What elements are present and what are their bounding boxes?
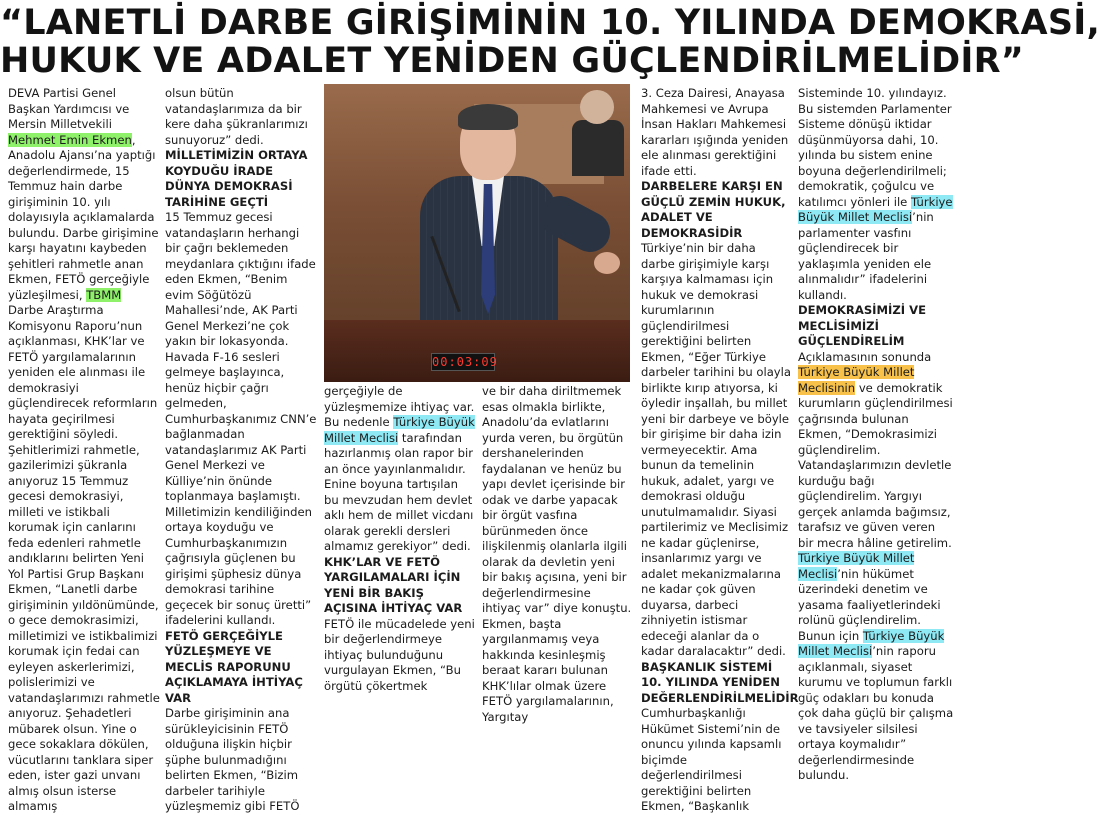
photo-speaker-hair bbox=[458, 104, 518, 130]
speaker-photo bbox=[324, 84, 630, 382]
paragraph: Sisteminde 10. yılındayız. Bu sistemden Parlamenter Sisteme dönüşü iktidar düşünmüyorsa dahi, 10. yılında bu sistem enine boyuna değerlendirilmeli; demokratik, çoğulcu ve katılımcı yönleri ile Türkiye Büyük Millet Meclisi’nin parlamenter vasfını güçlendirecek bir yaklaşımla yeniden ele alınmalıdır” ifadelerini kullandı. bbox=[798, 86, 953, 302]
podium-timer-display: 00:03:09 bbox=[432, 355, 498, 369]
paragraph: Darbe girişiminin ana sürükleyicisinin FETÖ olduğuna ilişkin hiçbir şüphe bulunmadığını belirten Ekmen, “Bizim darbeler tarihiyle yüzleşmemiz gibi FETÖ bbox=[165, 706, 300, 813]
article-column-5 bbox=[641, 86, 799, 813]
headline-line-1: “LANETLİ DARBE GİRİŞİMİNİN 10. YILINDA DEMOKRASİ, bbox=[0, 3, 1100, 43]
subheading: MİLLETİMİZİN ORTAYA KOYDUĞU İRADE DÜNYA DEMOKRASİ TARİHİNE GEÇTİ bbox=[165, 148, 308, 209]
highlight-person-name: Mehmet Emin Ekmen bbox=[8, 132, 132, 147]
paragraph: Açıklamasının sonunda Türkiye Büyük Millet Meclisinin ve demokratik kurumların güçlendirilmesi çağrısında bulunan Ekmen, “Demokrasimizi güçlendirelim. Vatandaşlarımızın devletle kurduğu bağı güçlendirelim. Yargıyı gerçek anlamda bağımsız, tarafsız ve güven veren bir mecra hâline getirelim. Türkiye Büyük Millet Meclisi’nin hükümet üzerindeki denetim ve yasama faaliyetlerindeki rolünü güçlendirelim. Bunun için Türkiye Büyük Millet Meclisi’nin raporu açıklanmalı, siyaset kurumu ve toplumun farklı güç odakları bu konuda çok daha güçlü bir çalışma ve tavsiyeler silsilesi ortaya koymalıdır” değerlendirmesinde bulundu. bbox=[798, 349, 954, 782]
paragraph: gerçeğiyle de yüzleşmemize ihtiyaç var. Bu nedenle Türkiye Büyük Millet Meclisi tarafından hazırlanmış olan rapor bir an önce yayınlanmalıdır. Enine boyuna tartışılan bu mevzudan hem devlet aklı hem de millet vicdanı olarak gerekli dersleri almamız gerekiyor” dedi. bbox=[324, 384, 475, 553]
subheading: FETÖ GERÇEĞİYLE YÜZLEŞMEYE VE MECLİS RAPORUNU AÇIKLAMAYA İHTİYAÇ VAR bbox=[165, 628, 303, 705]
paragraph: FETÖ ile mücadelede yeni bir değerlendirmeye ihtiyaç bulunduğunu vurgulayan Ekmen, “Bu örgütü çökertmek bbox=[324, 616, 475, 693]
paragraph: olsun bütün vatandaşlarımıza da bir kere daha şükranlarımızı sunuyoruz” dedi. bbox=[165, 86, 308, 147]
subheading: DEMOKRASİMİZİ VE MECLİSİMİZİ GÜÇLENDİRELİM bbox=[798, 303, 926, 348]
highlight-tbmm: Türkiye Büyük Millet Meclisi bbox=[798, 551, 915, 581]
subheading: KHK’LAR VE FETÖ YARGILAMALARI İÇİN YENİ BİR BAKIŞ AÇISINA İHTİYAÇ VAR bbox=[324, 554, 463, 615]
article-column-4 bbox=[482, 384, 632, 724]
paragraph: ve bir daha diriltmemek esas olmakla birlikte, Anadolu’da evlatlarını yurda veren, bu örgütün dershanelerinden faydalanan ve henüz bu yapı devlet içerisinde bir odak ve darbe yapacak bir örgüt vasfına bürünmeden önce ilişkilenmiş olanlarla ilgili olarak da devletin yeni bir bakış açısına, yeni bir değerlendirmesine ihtiyaç var” diye konuştu. bbox=[482, 384, 632, 615]
paragraph: Ekmen, başta yargılanmamış veya hakkında kesinleşmiş beraat kararı bulunan KHK’lılar olmak üzere FETÖ yargılamalarının, Yargıtay bbox=[482, 616, 614, 724]
paragraph: DEVA Partisi Genel Başkan Yardımcısı ve Mersin Milletvekili Mehmet Emin Ekmen, Anadolu Ajansı’na yaptığı değerlendirmede, 15 Temmuz hain darbe girişiminin 10. yılı dolayısıyla açıklamalarda bulundu. Darbe girişimine karşı hayatını kaybeden şehitleri rahmetle anan Ekmen, FETÖ gerçeğiyle yüzleşilmesi, TBMM Darbe Araştırma Komisyonu Raporu’nun açıklanması, KHK’lar ve FETÖ yargılamalarının yeniden ele alınması ile demokrasiyi güçlendirecek reformların hayata geçirilmesi gerektiğini söyledi. bbox=[8, 86, 159, 441]
article-column-1 bbox=[8, 86, 160, 813]
highlight-tbmm: Türkiye Büyük Millet Meclisi bbox=[324, 415, 475, 445]
photo-podium bbox=[324, 320, 630, 382]
subheading: BAŞKANLIK SİSTEMİ 10. YILINDA YENİDEN DEĞERLENDİRİLMELİDİR bbox=[641, 659, 799, 705]
paragraph: 3. Ceza Dairesi, Anayasa Mahkemesi ve Avrupa İnsan Hakları Mahkemesi kararları ışığında yeniden ele alınması gerektiğini ifade etti. bbox=[641, 86, 789, 178]
highlight-tbmm: Türkiye Büyük Millet Meclisinin bbox=[798, 365, 915, 395]
article-column-3 bbox=[324, 384, 476, 693]
paragraph: Cumhurbaşkanlığı Hükümet Sistemi’nin de onuncu yılında kapsamlı biçimde değerlendirilmesi gerektiğini belirten Ekmen, “Başkanlık bbox=[641, 706, 782, 813]
article-column-2 bbox=[165, 86, 317, 813]
paragraph: Türkiye’nin bir daha darbe girişimiyle karşı karşıya kalmaması için hukuk ve demokrasi kurumlarının güçlendirilmesi gerektiğini belirten Ekmen, “Eğer Türkiye darbeler tarihini bu olayla birlikte kırıp atıyorsa, ki öyledir inşallah, bu millet yeni bir darbeye ve böyle bir girişime bir daha izin vermeyecektir. Ama bunun da temelinin hukuk, adalet, yargı ve demokrasi olduğu unutulmamalıdır. Siyasi partilerimiz ve Meclisimiz ne kadar güçlenirse, insanlarımız yargı ve adalet mekanizmalarına ne kadar çok güven duyarsa, darbeci zihniyetin istismar edeceği alanlar da o kadar daralacaktır” dedi. bbox=[641, 241, 791, 658]
paragraph: 15 Temmuz gecesi vatandaşların herhangi bir çağrı beklemeden meydanlara çıktığını ifade eden Ekmen, “Benim evim Söğütözü Mahallesi’nde, AK Parti Genel Merkezi’ne çok yakın bir lokasyonda. Havada F-16 sesleri gelmeye başlayınca, henüz hiçbir çağrı gelmeden, Cumhurbaşkanımız CNN’e bağlanmadan vatandaşlarımız AK Parti Genel Merkezi ve Külliye’nin önünde toplanmaya başlamıştı. Milletimizin kendiliğinden ortaya koyduğu ve Cumhurbaşkanımızın çağrısıyla güçlenen bu girişimi şüphesiz dünya demokrasi tarihine geçecek bir sonuç üretti” ifadelerini kullandı. bbox=[165, 210, 317, 627]
headline-line-2: HUKUK VE ADALET YENİDEN GÜÇLENDİRİLMELİDİR” bbox=[0, 41, 1025, 81]
highlight-tbmm: Türkiye Büyük Millet Meclisi bbox=[798, 628, 945, 658]
photo-speaker-hand bbox=[594, 252, 620, 274]
highlight-tbmm: Türkiye Büyük Millet Meclisi bbox=[798, 194, 953, 224]
photo-background-person-body bbox=[572, 120, 624, 176]
article-column-6 bbox=[798, 86, 954, 782]
subheading: DARBELERE KARŞI EN GÜÇLÜ ZEMİN HUKUK, ADALET VE DEMOKRASİDİR bbox=[641, 179, 786, 240]
highlight-tbmm: TBMM bbox=[86, 287, 122, 302]
paragraph: Şehitlerimizi rahmetle, gazilerimizi şükranla anıyoruz 15 Temmuz gecesi demokrasiyi, milleti ve istikbali korumak için canlarını feda edenleri rahmetle andıklarını belirten Yeni Yol Partisi Grup Başkanı Ekmen, “Lanetli darbe girişiminin yıldönümünde, o gece demokrasimizi, milletimizi ve istikbalimizi korumak için fedai can eyleyen askerlerimizi, polislerimizi ve vatandaşlarımızı rahmetle anıyoruz. Şehadetleri mübarek olsun. Yine o gece sokaklara dökülen, vücutlarını tanklara siper eden, ister gazi unvanı almış olsun isterse almamış bbox=[8, 442, 160, 813]
photo-background-person-head bbox=[580, 90, 614, 124]
article-headline bbox=[0, 3, 1100, 81]
